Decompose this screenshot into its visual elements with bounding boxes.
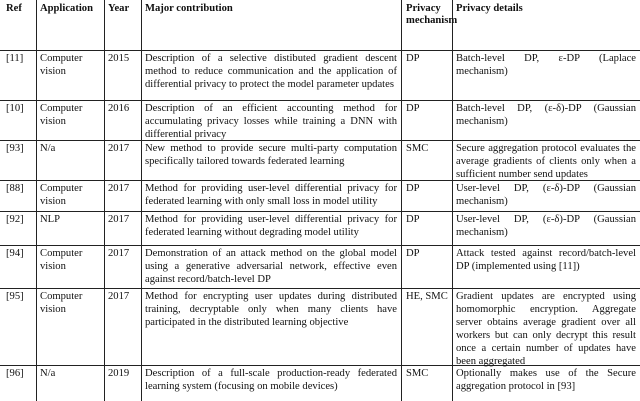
year-cell: 2019 bbox=[108, 368, 130, 379]
year-cell: 2017 bbox=[108, 143, 130, 154]
application-cell: N/a bbox=[40, 368, 56, 379]
application-cell: Computer vision bbox=[40, 53, 83, 77]
application-cell: N/a bbox=[40, 143, 56, 154]
application-cell: Computer vision bbox=[40, 248, 83, 272]
table-row bbox=[0, 288, 640, 365]
application-cell: Computer vision bbox=[40, 291, 83, 315]
privacy-details-cell: User-level DP, (ε-δ)-DP (Gaussian mechanism) bbox=[456, 214, 636, 238]
privacy-details-cell: User-level DP, (ε-δ)-DP (Gaussian mechanism) bbox=[456, 183, 636, 207]
year-cell: 2015 bbox=[108, 53, 130, 64]
privacy-details-cell: Optionally makes use of the Secure aggregation protocol in [93] bbox=[456, 368, 636, 392]
application-cell: Computer vision bbox=[40, 183, 83, 207]
privacy-details-cell: Attack tested against record/batch-level DP (implemented using [11]) bbox=[456, 248, 636, 272]
ref-cell: [95] bbox=[6, 291, 24, 302]
major-contribution-cell: Method for providing user-level differential privacy for federated learning without degrading model utility bbox=[145, 214, 397, 238]
major-contribution-cell: New method to provide secure multi-party computation specifically tailored towards federated learning bbox=[145, 143, 397, 167]
ref-cell: [11] bbox=[6, 53, 24, 64]
header-major-contribution: Major contribution bbox=[145, 3, 233, 14]
privacy-details-cell: Batch-level DP, (ε-δ)-DP (Gaussian mechanism) bbox=[456, 103, 636, 127]
privacy-details-cell: Secure aggregation protocol evaluates the average gradients of clients only when a sufficient number send updates bbox=[456, 143, 636, 180]
privacy-mechanism-cell: SMC bbox=[406, 143, 429, 154]
table-row bbox=[0, 211, 640, 245]
table-row bbox=[0, 180, 640, 211]
major-contribution-cell: Method for providing user-level differential privacy for federated learning with only small loss in model utility bbox=[145, 183, 397, 207]
ref-cell: [96] bbox=[6, 368, 24, 379]
ref-cell: [92] bbox=[6, 214, 24, 225]
table-row bbox=[0, 140, 640, 180]
privacy-details-cell: Batch-level DP, ε-DP (Laplace mechanism) bbox=[456, 53, 636, 77]
privacy-mechanism-cell: SMC bbox=[406, 368, 429, 379]
privacy-mechanism-cell: DP bbox=[406, 248, 420, 259]
privacy-mechanism-cell: DP bbox=[406, 103, 420, 114]
table-header bbox=[0, 0, 640, 50]
header-year: Year bbox=[108, 3, 130, 14]
year-cell: 2017 bbox=[108, 248, 130, 259]
header-privacy-details: Privacy details bbox=[456, 3, 523, 14]
year-cell: 2016 bbox=[108, 103, 130, 114]
year-cell: 2017 bbox=[108, 291, 130, 302]
year-cell: 2017 bbox=[108, 214, 130, 225]
ref-cell: [10] bbox=[6, 103, 24, 114]
ref-cell: [88] bbox=[6, 183, 24, 194]
major-contribution-cell: Method for encrypting user updates during distributed training, decryptable only when many clients have participated in the distributed learning objective bbox=[145, 291, 397, 328]
privacy-mechanism-cell: HE, SMC bbox=[406, 291, 448, 302]
header-privacy-mechanism: Privacy mechanism bbox=[406, 3, 458, 26]
major-contribution-cell: Demonstration of an attack method on the global model using a generative adversarial network, effective even against record/batch-level DP bbox=[145, 248, 397, 285]
privacy-mechanism-cell: DP bbox=[406, 214, 420, 225]
application-cell: NLP bbox=[40, 214, 61, 225]
header-application: Application bbox=[40, 3, 93, 14]
major-contribution-cell: Description of a selective distibuted gradient descent method to reduce communication and the application of differential privacy to protect the model parameter updates bbox=[145, 53, 397, 90]
table-row bbox=[0, 245, 640, 288]
privacy-details-cell: Gradient updates are encrypted using homomorphic encryption. Aggregate server obtains average gradient over all workers but can only decrypt this result once a certain number of updates have been aggregated bbox=[456, 291, 636, 367]
major-contribution-cell: Description of an efficient accounting method for accumulating privacy losses while training a DNN with differential privacy bbox=[145, 103, 397, 140]
privacy-mechanism-cell: DP bbox=[406, 183, 420, 194]
privacy-mechanism-cell: DP bbox=[406, 53, 420, 64]
header-ref: Ref bbox=[6, 3, 22, 14]
major-contribution-cell: Description of a full-scale production-ready federated learning system (focusing on mobile devices) bbox=[145, 368, 397, 392]
table-row bbox=[0, 365, 640, 401]
application-cell: Computer vision bbox=[40, 103, 83, 127]
table-row bbox=[0, 50, 640, 100]
ref-cell: [93] bbox=[6, 143, 24, 154]
table-row bbox=[0, 100, 640, 140]
ref-cell: [94] bbox=[6, 248, 24, 259]
year-cell: 2017 bbox=[108, 183, 130, 194]
